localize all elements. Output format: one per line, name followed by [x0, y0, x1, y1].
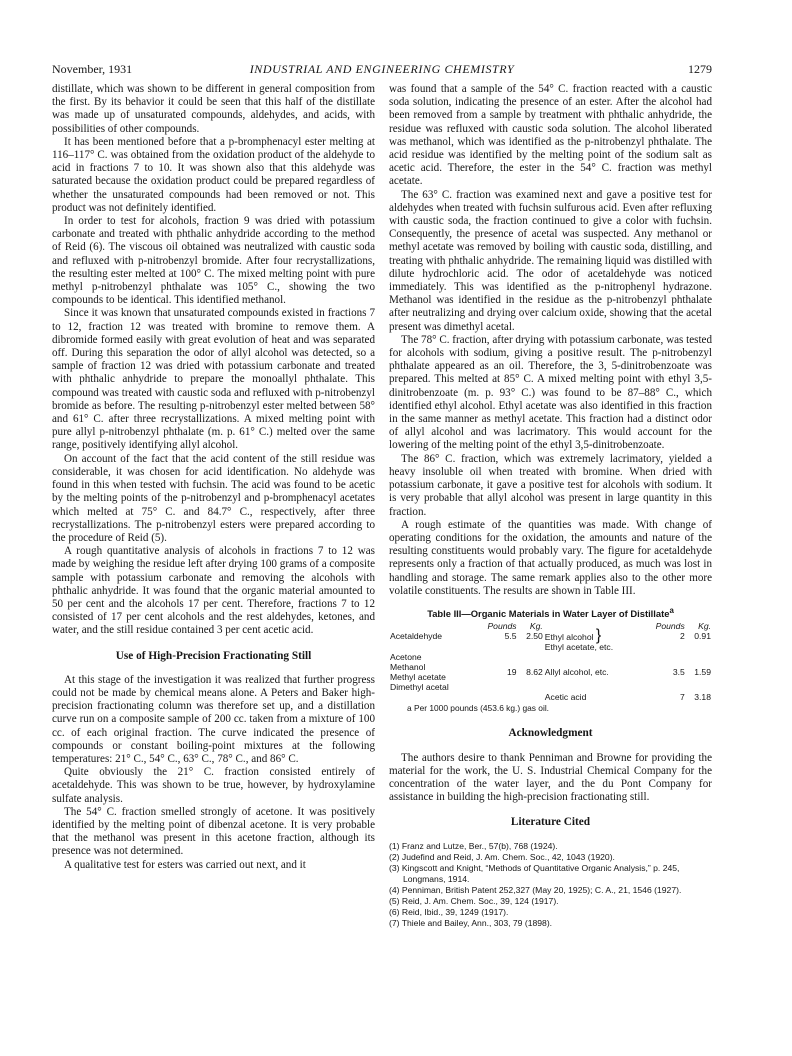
- journal-title: INDUSTRIAL AND ENGINEERING CHEMISTRY: [249, 62, 515, 76]
- running-header: [52, 62, 712, 78]
- pounds-cell: 5.5: [504, 631, 517, 642]
- acknowledgment-text: The authors desire to thank Penniman and Browne for providing the material for the work, the U. S. Industrial Chemical Company for the concentration of the water layer, and the du Pont Company for assistance in building the high-precision fractionating still.: [389, 751, 712, 804]
- unit-header: Pounds: [487, 621, 517, 632]
- table-header-row: [389, 621, 712, 631]
- paragraph: Quite obviously the 21° C. fraction consisted entirely of acetaldehyde. This was shown to be true, however, by hydroxylamine sulfate analysis.: [52, 766, 375, 805]
- kg-cell: 2.50: [526, 631, 543, 642]
- paragraph: The 86° C. fraction, which was extremely lacrimatory, yielded a heavy insoluble oil when treated with bromine. When dried with potassium carbonate, it gave a positive test for alcohols with sodium. It is very probable that allyl alcohol was present in large quantity in this fraction.: [389, 452, 712, 518]
- paragraph: was found that a sample of the 54° C. fraction reacted with a caustic soda solution, indicating the presence of an ester. After the alcohol had been removed from a sample by treatment with phthalic anhydride, the residue was refluxed with caustic soda solution. The alcohol liberated was methanol, which was identified as the p-nitrobenzyl phthalate. The acid residue was identified by the melting point of the sodium salt as acetic acid. Therefore, the ester in the 54° C. fraction was methyl acetate.: [389, 83, 712, 188]
- section-heading: Use of High-Precision Fractionating Still: [115, 649, 312, 662]
- right-column: [389, 83, 712, 929]
- paragraph: The 78° C. fraction, after drying with potassium carbonate, was tested for alcohols with sodium, giving a positive result. The p-nitrobenzyl phthalate appeared as an oil. Therefore, the 3, 5-dinitrobenzoate was prepared. This melted at 85° C. A mixed melting point with ethyl 3,5-dinitrobenzoate (m. p. 93° C.) was found to be 87–88° C., which identified ethyl alcohol. Ethyl acetate was also identified in this fraction in the same manner as methyl acetate. This fraction had a distinct odor of allyl alcohol and was lacrimatory. This would account for the lowering of the melting point of the ethyl 3,5-dinitrobenzoate.: [389, 333, 712, 452]
- pounds-cell: 7: [679, 692, 685, 703]
- kg-cell: 8.62: [526, 667, 543, 678]
- table-footnote: a Per 1000 pounds (453.6 kg.) gas oil.: [407, 703, 550, 714]
- left-column: [52, 83, 375, 872]
- reference-list: [389, 841, 712, 929]
- acknowledgment-heading: Acknowledgment: [508, 727, 593, 740]
- paragraph: The 63° C. fraction was examined next and gave a positive test for aldehydes when treated with fuchsin sulfurous acid. Even after refluxing with caustic soda, the fraction continued to give a color with fuchsin. Consequently, the presence of acetal was suspected. Any methanol or methyl acetate was removed by boiling with caustic soda, distilling, and treating with phthalic anhydride. The remaining liquid was distilled with dilute hydrochloric acid. The odor of acetaldehyde was noticed immediately. This was identified as the p-nitrophenyl hydrazone. Methanol was identified in the residue as the p-nitrobenzyl phthalate after neutralizing and drying over calcium oxide, showing that the acetal present was dimethyl acetal.: [389, 188, 712, 333]
- paragraph: On account of the fact that the acid content of the still residue was considerable, it was chosen for acid identification. No aldehyde was found in this when tested with fuchsin. The acid was found to be acetic by the melting points of the p-nitrobenzyl and p-bromphenacyl acetates which melted at 75° C. and 84.7° C., respectively, after three recrystallizations. The p-nitrobenzyl esters were prepared according to the procedure of Reid (5).: [52, 452, 375, 544]
- table-row: [389, 652, 712, 692]
- paragraph: distillate, which was shown to be different in general composition from the first. By its behavior it could be seen that this half of the distillate was made up of unsaturated compounds, aldehydes, and acids, with possibilities of other compounds.: [52, 83, 375, 135]
- kg-cell: 1.59: [694, 667, 711, 678]
- reference-item: (7) Thiele and Bailey, Ann., 303, 79 (1898).: [389, 917, 553, 928]
- paragraph: The 54° C. fraction smelled strongly of acetone. It was positively identified by the melting point of dibenzal acetone. It is very probable that the methanol was present in this acetone fraction, although its presence was not determined.: [52, 805, 375, 858]
- paragraph: Since it was known that unsaturated compounds existed in fractions 7 to 12, fraction 12 was treated with bromine to remove them. A dibromide formed easily with great evolution of heat and was separated off. During this separation the odor of allyl alcohol was detected, so a sample of fraction 12 was dried with potassium carbonate and treated with phthalic anhydride to prepare the monoallyl phthalate. This compound was treated with caustic soda and refluxed with p-nitrobenzyl bromide as before. The resulting p-nitrobenzyl ester melted between 58° and 61° C. after three recrystallizations. A mixed melting point with pure allyl p-nitrobenzyl phthalate (m. p. 61° C.) melted over the same range, positively identifying allyl alcohol.: [52, 307, 375, 452]
- paragraph: A rough estimate of the quantities was made. With change of operating conditions for the oxidation, the amounts and nature of the resulting constituents would probably vary. The figure for acetaldehyde represents only a fraction of that actually produced, as much was lost in handling and storage. The same remark applies also to the other more volatile constituents. The results are shown in Table III.: [389, 518, 712, 597]
- page-number: 1279: [688, 62, 712, 76]
- reference-item: (4) Penniman, British Patent 252,327 (May 20, 1925); C. A., 21, 1546 (1927).: [389, 884, 682, 895]
- unit-header: Kg.: [698, 621, 711, 632]
- pounds-cell: 3.5: [672, 667, 685, 678]
- reference-item: (2) Judefind and Reid, J. Am. Chem. Soc., 42, 1043 (1920).: [389, 851, 615, 862]
- brace-icon: }: [595, 627, 602, 645]
- reference-item: (6) Reid, Ibid., 39, 1249 (1917).: [389, 906, 509, 917]
- material-name: Acetaldehyde: [390, 631, 443, 642]
- material-name: Ethyl alcohol } Ethyl acetate, etc.: [544, 627, 614, 653]
- reference-item: (5) Reid, J. Am. Chem. Soc., 39, 124 (1917).: [389, 895, 559, 906]
- material-name: Allyl alcohol, etc.: [544, 667, 609, 678]
- material-name: Acetone Methanol Methyl acetate Dimethyl acetal: [390, 652, 449, 693]
- paragraph: It has been mentioned before that a p-bromphenacyl ester melting at 116–117° C. was obtained from the oxidation product of the aldehyde to acid in fractions 7 to 10. It was shown also that this aldehyde was saturated because the oxidation product could be prepared regardless of whether the unsaturated compounds had been removed or not. This product was not definitely identified.: [52, 135, 375, 214]
- reference-item: (1) Franz and Lutze, Ber., 57(b), 768 (1924).: [389, 840, 558, 851]
- material-name: Acetic acid: [544, 692, 587, 703]
- table-caption: Table III—Organic Materials in Water Layer of Distillate$^a$: [427, 605, 674, 620]
- paragraph: At this stage of the investigation it was realized that further progress could not be made by chemical means alone. A Peters and Baker high-precision fractionating column was therefore set up, and a distillation curve run on a composite sample of 200 cc. taken from a mixture of 100 cc. of each original fraction. The curve indicated the presence of compounds or constant boiling-point mixtures at the following temperatures: 21° C., 54° C., 63° C., 78° C., and 86° C.: [52, 673, 375, 765]
- table-iii: [389, 621, 712, 702]
- unit-header: Pounds: [655, 621, 685, 632]
- paragraph: A rough quantitative analysis of alcohols in fractions 7 to 12 was made by weighing the residue left after drying 100 grams of a composite sample with potassium carbonate and removing the alcohols with phthalic anhydride. It was found that the organic material amounted to 50 per cent and the alcohols 17 per cent. Therefore, fractions 7 to 12 consisted of 17 per cent alcohols and the rest aldehydes, ketones, and water, and the still residue contained 3 per cent acetic acid.: [52, 545, 375, 637]
- paragraph: In order to test for alcohols, fraction 9 was dried with potassium carbonate and treated with phthalic anhydride according to the method of Reid (6). The viscous oil obtained was neutralized with caustic soda and refluxed with p-nitrobenzyl bromide. After four recrystallizations, the resulting ester melted at 100° C. The mixed melting point with pure methyl p-nitrobenzyl phthalate was 105° C., showing the two compounds to be identical. This identified methanol.: [52, 215, 375, 307]
- reference-item: (3) Kingscott and Knight, “Methods of Quantitative Organic Analysis,” p. 245, Longmans, 1914.: [389, 862, 680, 884]
- footnote-mark: a: [669, 605, 674, 615]
- table-row: [389, 692, 712, 702]
- pounds-cell: 19: [507, 667, 517, 678]
- unit-header: Kg.: [529, 621, 543, 632]
- paragraph: A qualitative test for esters was carried out next, and it: [64, 858, 306, 871]
- table-row: [389, 631, 712, 652]
- kg-cell: 3.18: [694, 692, 711, 703]
- kg-cell: 0.91: [694, 631, 711, 642]
- issue-date: November, 1931: [52, 62, 133, 76]
- literature-heading: Literature Cited: [510, 816, 591, 829]
- pounds-cell: 2: [679, 631, 685, 642]
